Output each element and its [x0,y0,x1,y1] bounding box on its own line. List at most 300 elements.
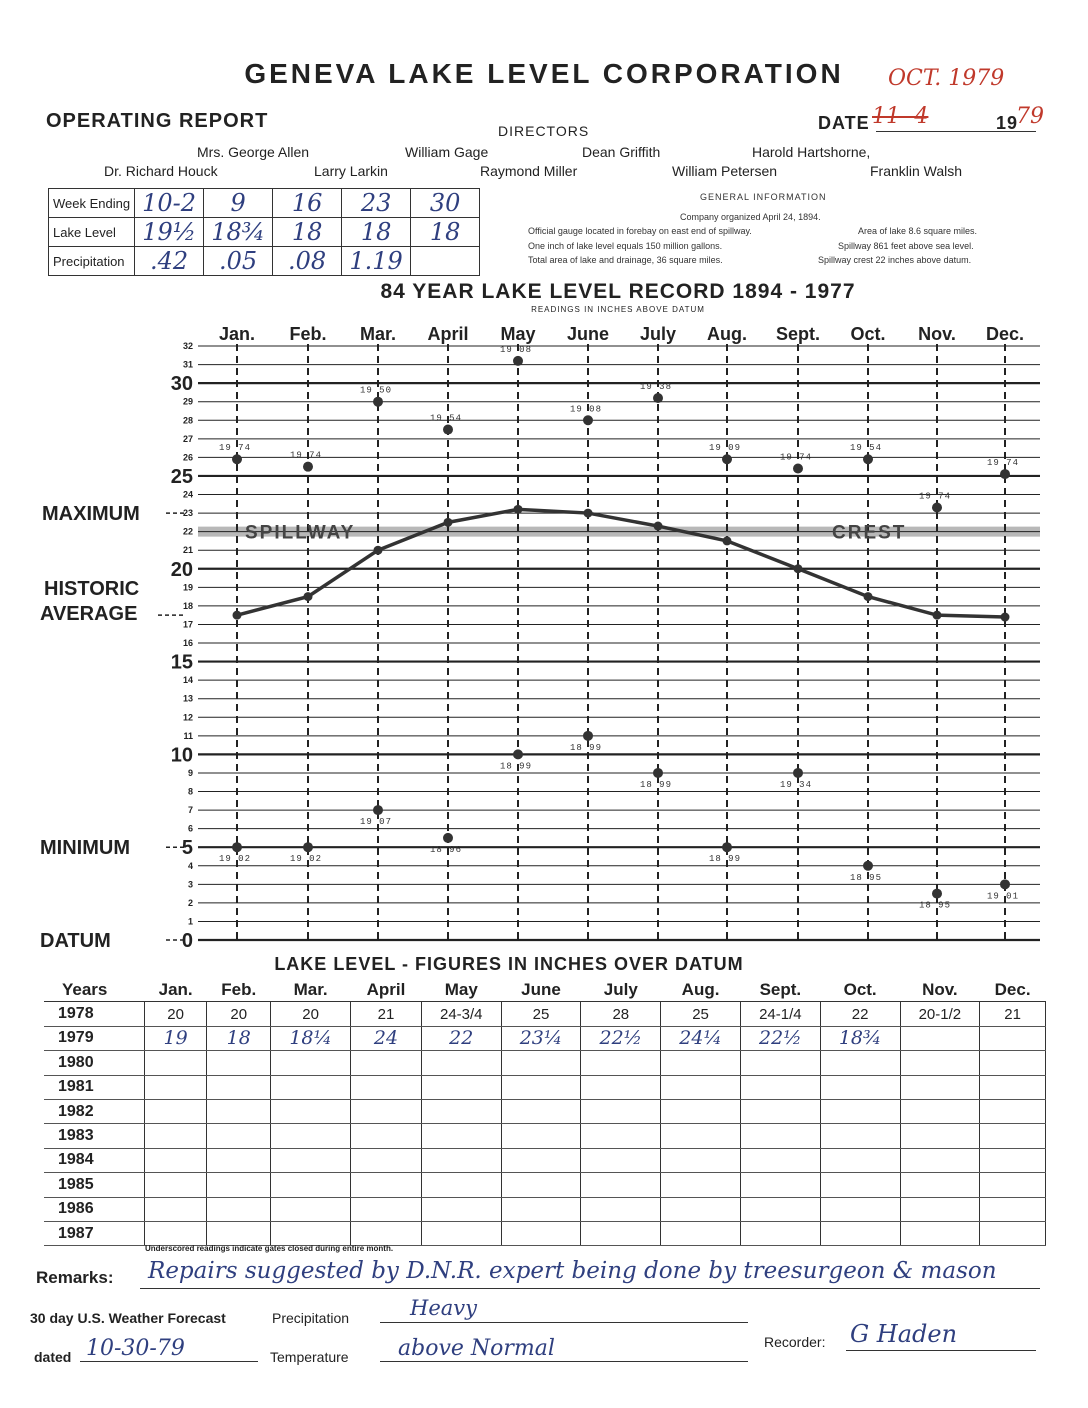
x-tick-label: April [427,324,469,344]
average-point [794,564,803,573]
table-cell: 21 [351,1002,422,1026]
recorder-signature: G Haden [850,1320,958,1348]
table-cell [661,1197,741,1221]
y-tick-label: 1 [187,916,193,927]
y-tick-label: 31 [182,359,193,370]
y-tick-label: 30 [170,373,193,396]
general-info-line: Total area of lake and drainage, 36 square miles. [528,255,723,265]
table-cell [820,1075,900,1099]
y-tick-label: 20 [170,558,193,581]
director-name: Larry Larkin [314,163,388,179]
table-cell [421,1173,501,1197]
table-cell [900,1026,980,1050]
table-cell [145,1051,207,1075]
table-cell [145,1099,207,1123]
table-cell [980,1075,1046,1099]
table-cell: 28 [581,1002,661,1026]
figures-heading: LAKE LEVEL - FIGURES IN INCHES OVER DATUM [274,954,744,974]
record-high-year-label: 19 09 [708,443,742,454]
table-cell [351,1148,422,1172]
y-tick-label: 0 [181,930,193,952]
underscore-note: Underscored readings indicate gates closed during entire month. [145,1244,394,1253]
table-cell [271,1148,351,1172]
table-cell [661,1148,741,1172]
record-low-point [303,842,313,852]
record-low-year-label: 19 02 [289,854,323,865]
table-cell [980,1173,1046,1197]
table-cell: 18 [273,218,342,247]
table-cell [740,1197,820,1221]
table-cell [900,1197,980,1221]
x-tick-label: Oct. [850,324,886,344]
record-high-year-label: 19 54 [849,443,883,454]
column-header: Nov. [900,978,980,1002]
y-tick-label: 29 [182,396,193,407]
table-cell [980,1148,1046,1172]
table-row [44,1148,1046,1172]
table-cell [980,1221,1046,1245]
row-label: Week Ending [49,189,135,218]
date-label: DATE [818,113,870,133]
forecast-label: 30 day U.S. Weather Forecast [30,1310,226,1326]
recorder-label: Recorder: [764,1334,826,1350]
y-tick-label: 10 [170,744,193,767]
table-cell [145,1173,207,1197]
table-cell [207,1051,271,1075]
table-cell: 20 [145,1002,207,1026]
y-tick-label: 16 [182,638,193,648]
record-high-point [722,454,732,464]
table-cell [581,1124,661,1148]
table-cell: 23¼ [501,1026,581,1050]
y-tick-label: 22 [182,526,193,537]
table-cell: 22 [421,1026,501,1050]
record-high-year-label: 19 08 [499,344,533,355]
table-cell [740,1075,820,1099]
y-tick-label: 5 [181,837,193,860]
table-cell: 18 [207,1026,271,1050]
table-cell [581,1099,661,1123]
table-cell [661,1173,741,1197]
x-tick-label: May [500,324,536,344]
table-cell [145,1148,207,1172]
table-cell [145,1124,207,1148]
date-year-printed: 19 [996,113,1019,133]
minimum-label: MINIMUM [40,837,130,860]
x-tick-label: July [639,324,677,344]
table-cell [145,1075,207,1099]
record-high-point [583,415,593,425]
table-cell [900,1099,980,1123]
table-cell [581,1197,661,1221]
table-cell: .05 [204,247,273,276]
table-cell: 24-1/4 [740,1002,820,1026]
record-low-point [653,768,663,778]
page-title: GENEVA LAKE LEVEL CORPORATION [244,58,844,89]
table-cell [351,1173,422,1197]
general-info-line: Company organized April 24, 1894. [680,212,821,222]
table-cell: 24¼ [661,1026,741,1050]
column-header: Sept. [740,978,820,1002]
table-cell [661,1221,741,1245]
table-cell: 20 [271,1002,351,1026]
report-label: OPERATING REPORT [46,110,269,132]
record-low-year-label: 18 95 [849,872,883,883]
table-cell [581,1173,661,1197]
table-cell [271,1051,351,1075]
table-cell: 22½ [740,1026,820,1050]
column-header: Aug. [661,978,741,1002]
average-point [723,536,732,545]
dated-value: 10-30-79 [86,1336,185,1361]
director-name: Raymond Miller [480,163,578,179]
average-point [864,592,873,601]
table-cell [207,1075,271,1099]
table-row [44,1221,1046,1245]
y-tick-label: 26 [182,452,193,463]
table-cell [501,1051,581,1075]
table-cell: 25 [501,1002,581,1026]
table-row [44,1124,1046,1148]
table-cell [421,1099,501,1123]
table-cell: 23 [342,189,411,218]
record-high-year-label: 19 08 [569,404,603,415]
column-header: Years [44,978,145,1002]
y-tick-label: 21 [182,545,193,556]
table-cell [820,1099,900,1123]
record-low-year-label: 18 99 [499,761,533,772]
record-low-year-label: 19 02 [218,854,252,865]
table-cell: 19½ [135,218,204,247]
figures-table [44,978,1046,1246]
table-cell: 21 [980,1002,1046,1026]
temperature-value: above Normal [398,1336,555,1361]
y-tick-label: 12 [182,712,193,723]
record-low-point [1000,879,1010,889]
datum-label: DATUM [40,930,111,952]
director-name: William Gage [405,144,489,160]
table-cell [820,1221,900,1245]
y-tick-label: 3 [187,879,193,890]
table-cell: 9 [204,189,273,218]
table-cell [740,1099,820,1123]
record-low-year-label: 18 99 [569,742,603,753]
date-year-hand: 79 [1016,104,1044,129]
table-cell: 22½ [581,1026,661,1050]
handwritten-date-note: OCT. 1979 [888,66,1005,91]
table-row [44,1051,1046,1075]
table-cell [501,1197,581,1221]
record-low-year-label: 18 99 [708,854,742,865]
table-cell [207,1124,271,1148]
x-tick-label: Jan. [218,324,256,344]
table-cell: 20 [207,1002,271,1026]
table-cell [421,1075,501,1099]
average-point [654,522,663,531]
historic-label: HISTORIC [44,578,140,600]
table-cell: 18 [411,218,480,247]
table-cell [900,1051,980,1075]
table-cell [351,1075,422,1099]
table-cell [980,1099,1046,1123]
record-high-point [793,464,803,474]
record-high-point [303,462,313,472]
table-cell: 18¼ [271,1026,351,1050]
y-tick-label: 15 [170,651,193,674]
table-cell [820,1124,900,1148]
chart-subtitle: READINGS IN INCHES ABOVE DATUM [531,305,705,314]
table-cell [145,1197,207,1221]
director-name: Dean Griffith [582,144,661,160]
record-high-year-label: 19 38 [639,381,673,392]
y-tick-label: 28 [182,415,193,426]
table-cell [421,1221,501,1245]
y-tick-label: 23 [182,508,193,519]
table-cell [980,1026,1046,1050]
average-point [374,546,383,555]
record-low-year-label: 18 96 [429,844,463,855]
year-cell: 1985 [44,1173,145,1197]
y-tick-label: 17 [182,619,193,630]
table-cell [207,1173,271,1197]
precipitation-value: Heavy [410,1296,477,1320]
table-cell [501,1099,581,1123]
record-high-point [653,393,663,403]
table-cell [501,1173,581,1197]
director-name: Harold Hartshorne, [752,144,871,160]
table-cell: 30 [411,189,480,218]
table-cell [740,1124,820,1148]
date-struck: 11- 4 [872,104,929,129]
table-cell [980,1051,1046,1075]
table-cell [351,1124,422,1148]
table-cell: 10-2 [135,189,204,218]
x-tick-label: Aug. [707,324,747,344]
director-name: Mrs. George Allen [197,144,310,160]
table-row [44,1002,1046,1026]
average-label: AVERAGE [40,603,138,625]
y-tick-label: 18 [182,600,193,611]
y-tick-label: 6 [187,823,193,834]
table-cell [900,1173,980,1197]
y-tick-label: 25 [170,465,193,488]
dated-label: dated [34,1349,72,1365]
table-cell [351,1099,422,1123]
table-cell [145,1221,207,1245]
record-high-point [443,425,453,435]
general-info-line: Spillway 861 feet above sea level. [838,241,974,251]
table-cell: 24-3/4 [421,1002,501,1026]
remarks-label: Remarks: [36,1268,114,1287]
table-cell [740,1221,820,1245]
maximum-label: MAXIMUM [42,503,140,526]
director-name: Franklin Walsh [870,163,963,179]
table-cell [581,1221,661,1245]
table-cell: 1.19 [342,247,411,276]
y-tick-label: 8 [187,786,193,797]
x-tick-label: Sept. [775,324,821,344]
table-cell [820,1197,900,1221]
record-low-point [722,842,732,852]
column-header: Mar. [271,978,351,1002]
table-cell [271,1197,351,1221]
year-cell: 1981 [44,1075,145,1099]
row-label: Precipitation [49,247,135,276]
chart-title: 84 YEAR LAKE LEVEL RECORD 1894 - 1977 [380,280,856,303]
year-cell: 1984 [44,1148,145,1172]
director-name: William Petersen [672,163,778,179]
record-low-point [373,805,383,815]
table-cell: .42 [135,247,204,276]
table-row [44,1173,1046,1197]
table-cell [421,1197,501,1221]
general-info-line: Spillway crest 22 inches above datum. [818,255,972,265]
column-header: Dec. [980,978,1046,1002]
table-cell [661,1075,741,1099]
record-low-point [443,833,453,843]
table-cell: 20-1/2 [900,1002,980,1026]
table-cell [271,1124,351,1148]
x-tick-label: Feb. [289,324,327,344]
record-low-year-label: 19 01 [986,891,1020,902]
column-header: June [501,978,581,1002]
director-name: Dr. Richard Houck [104,163,218,179]
record-high-point [232,454,242,464]
table-cell [501,1148,581,1172]
x-tick-label: June [566,324,610,344]
y-tick-label: 19 [182,582,193,593]
table-cell [661,1051,741,1075]
record-low-year-label: 19 34 [779,779,813,790]
table-row [44,1075,1046,1099]
table-cell [271,1075,351,1099]
table-cell [740,1148,820,1172]
year-cell: 1986 [44,1197,145,1221]
table-cell: 19 [145,1026,207,1050]
row-label: Lake Level [49,218,135,247]
table-cell [207,1221,271,1245]
year-cell: 1982 [44,1099,145,1123]
y-tick-label: 14 [182,675,193,686]
table-cell [421,1124,501,1148]
table-cell: 16 [273,189,342,218]
average-point [933,611,942,620]
table-cell [900,1124,980,1148]
table-cell [661,1124,741,1148]
directors-label: DIRECTORS [498,123,590,139]
precipitation-label: Precipitation [272,1310,350,1326]
general-info-line: Area of lake 8.6 square miles. [858,226,978,236]
table-cell: 25 [661,1002,741,1026]
y-tick-label: 9 [187,767,193,778]
table-cell [421,1051,501,1075]
table-cell: 22 [820,1002,900,1026]
table-cell [501,1221,581,1245]
record-high-point [373,397,383,407]
y-tick-label: 27 [182,433,193,444]
average-point [1001,613,1010,622]
table-cell [980,1197,1046,1221]
record-low-point [863,861,873,871]
temperature-label: Temperature [270,1349,349,1365]
y-tick-label: 24 [182,489,193,500]
general-info-heading: GENERAL INFORMATION [700,192,827,202]
record-high-year-label: 19 54 [429,413,463,424]
record-low-point [932,889,942,899]
record-high-year-label: 19 74 [779,452,813,463]
record-low-point [793,768,803,778]
record-high-year-label: 19 74 [918,491,952,502]
table-cell: 24 [351,1026,422,1050]
table-cell [501,1075,581,1099]
crest-label: CREST [832,522,907,544]
general-info-line: Official gauge located in forebay on east end of spillway. [528,226,752,236]
table-cell [820,1148,900,1172]
spillway-label: SPILLWAY [245,522,356,544]
record-high-point [1000,469,1010,479]
table-cell [271,1099,351,1123]
table-row [44,1099,1046,1123]
general-info-line: One inch of lake level equals 150 million gallons. [528,241,723,251]
table-cell: 18¾ [820,1026,900,1050]
column-header: July [581,978,661,1002]
record-low-year-label: 18 95 [918,900,952,911]
table-cell [207,1148,271,1172]
table-cell: 18¾ [204,218,273,247]
y-tick-label: 4 [187,860,193,871]
x-tick-label: Mar. [359,324,397,344]
year-cell: 1987 [44,1221,145,1245]
record-low-point [583,731,593,741]
table-cell [820,1173,900,1197]
average-point [584,509,593,518]
table-cell [980,1124,1046,1148]
table-cell [501,1124,581,1148]
record-low-point [513,749,523,759]
table-cell [581,1148,661,1172]
average-point [233,611,242,620]
table-cell [351,1051,422,1075]
column-header: Feb. [207,978,271,1002]
record-high-point [932,502,942,512]
record-high-point [513,356,523,366]
table-cell [421,1148,501,1172]
table-cell [820,1051,900,1075]
table-cell [271,1221,351,1245]
record-high-year-label: 19 74 [218,443,252,454]
year-cell: 1980 [44,1051,145,1075]
x-tick-label: Nov. [918,324,956,344]
table-row [44,1026,1046,1050]
average-point [304,592,313,601]
column-header: May [421,978,501,1002]
column-header: April [351,978,422,1002]
record-high-point [863,454,873,464]
y-tick-label: 7 [187,805,193,816]
record-high-year-label: 19 74 [289,450,323,461]
table-cell: 18 [342,218,411,247]
record-high-year-label: 19 74 [986,458,1020,469]
table-cell [207,1099,271,1123]
column-header: Jan. [145,978,207,1002]
year-cell: 1983 [44,1124,145,1148]
y-tick-label: 13 [182,693,193,704]
average-point [444,518,453,527]
y-tick-label: 32 [182,341,193,351]
table-cell [351,1221,422,1245]
year-cell: 1978 [44,1002,145,1026]
table-header-row [44,978,1046,1002]
